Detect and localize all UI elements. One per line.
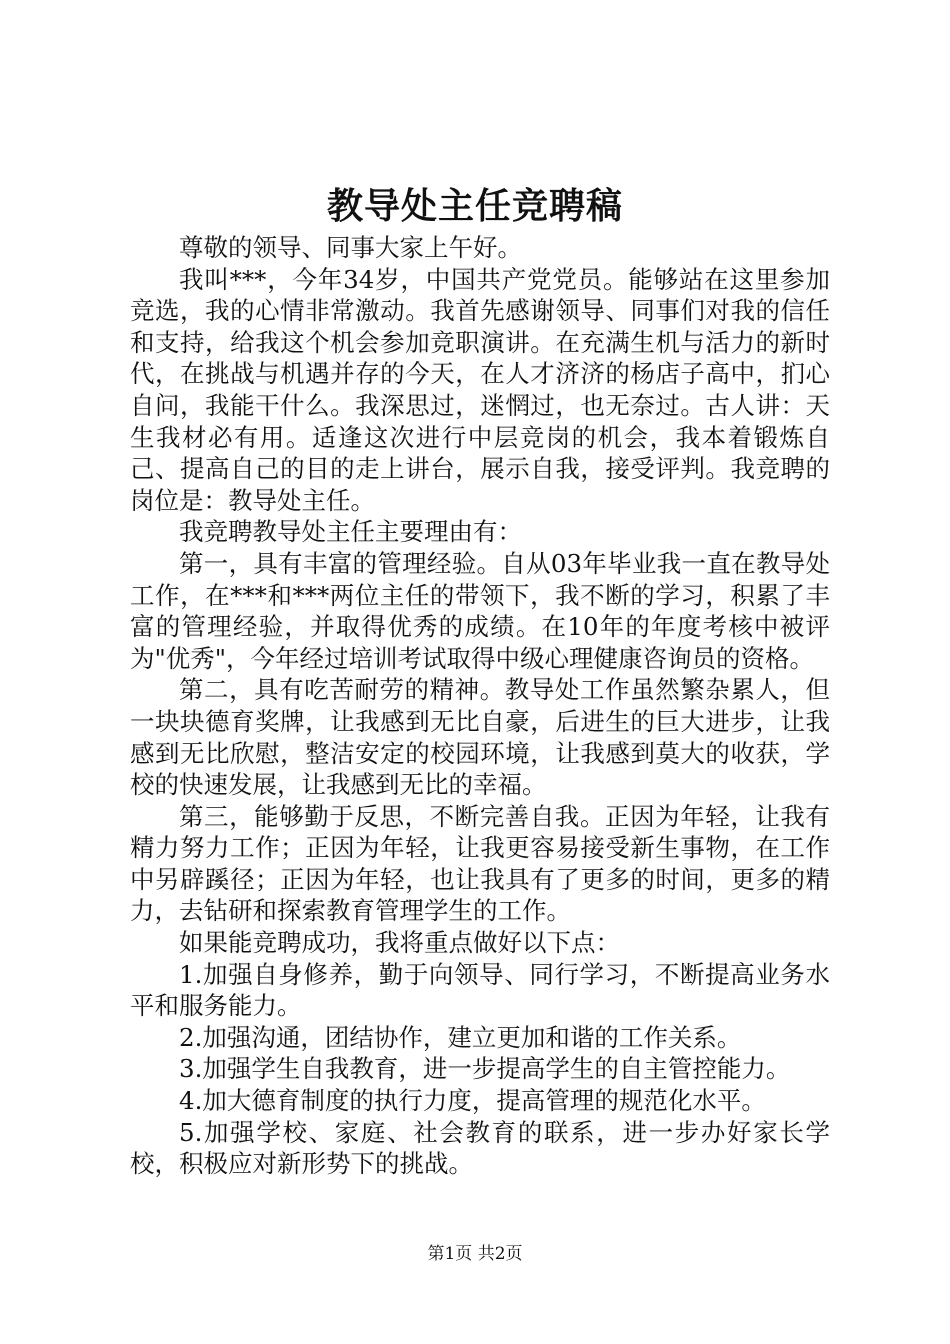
document-title: 教导处主任竞聘稿 [326,185,623,227]
paragraph-plan-1: 1.加强自身修养，勤于向领导、同行学习，不断提高业务水平和服务能力。 [130,959,830,1021]
paragraph-plan-3: 3.加强学生自我教育，进一步提高学生的自主管控能力。 [179,1054,791,1084]
paragraph-reason-3: 第三，能够勤于反思，不断完善自我。正因为年轻，让我有精力努力工作；正因为年轻，让我更容易接受新生事物，在工作中另辟蹊径；正因为年轻，也让我具有了更多的时间，更多的精力，去钻研和探索教育管理学生的工作。 [130,801,830,926]
paragraph-introduction: 我叫***，今年34岁，中国共产党党员。能够站在这里参加竞选，我的心情非常激动。我首先感谢领导、同事们对我的信任和支持，给我这个机会参加竞职演讲。在充满生机与活力的新时代，在挑战与机遇并存的今天，在人才济济的杨店子高中，扪心自问，我能干什么。我深思过，迷惘过，也无奈过。古人讲：天生我材必有用。适逢这次进行中层竞岗的机会，我本着锻炼自己、提高自己的目的走上讲台，展示自我，接受评判。我竞聘的岗位是：教导处主任。 [130,264,830,515]
document-body [130,232,830,1180]
paragraph-plan-5: 5.加强学校、家庭、社会教育的联系，进一步办好家长学校，积极应对新形势下的挑战。 [130,1117,830,1179]
paragraph-plan-4: 4.加大德育制度的执行力度，提高管理的规范化水平。 [179,1086,766,1116]
paragraph-plan-heading: 如果能竞聘成功，我将重点做好以下点： [179,928,620,958]
page-number-footer: 第1页 共2页 [427,1244,523,1264]
paragraph-plan-2: 2.加强沟通，团结协作，建立更加和谐的工作关系。 [179,1022,742,1052]
paragraph-reason-2: 第二，具有吃苦耐劳的精神。教导处工作虽然繁杂累人，但一块块德育奖牌，让我感到无比自豪，后进生的巨大进步，让我感到无比欣慰，整洁安定的校园环境，让我感到莫大的收获，学校的快速发展，让我感到无比的幸福。 [130,675,830,800]
paragraph-greeting: 尊敬的领导、同事大家上午好。 [179,233,522,262]
paragraph-reasons-heading: 我竞聘教导处主任主要理由有： [179,517,522,547]
paragraph-reason-1: 第一，具有丰富的管理经验。自从03年毕业我一直在教导处工作，在***和***两位主任的带领下，我不断的学习，积累了丰富的管理经验，并取得优秀的成绩。在10年的年度考核中被评为"优秀"，今年经过培训考试取得中级心理健康咨询员的资格。 [130,548,830,673]
